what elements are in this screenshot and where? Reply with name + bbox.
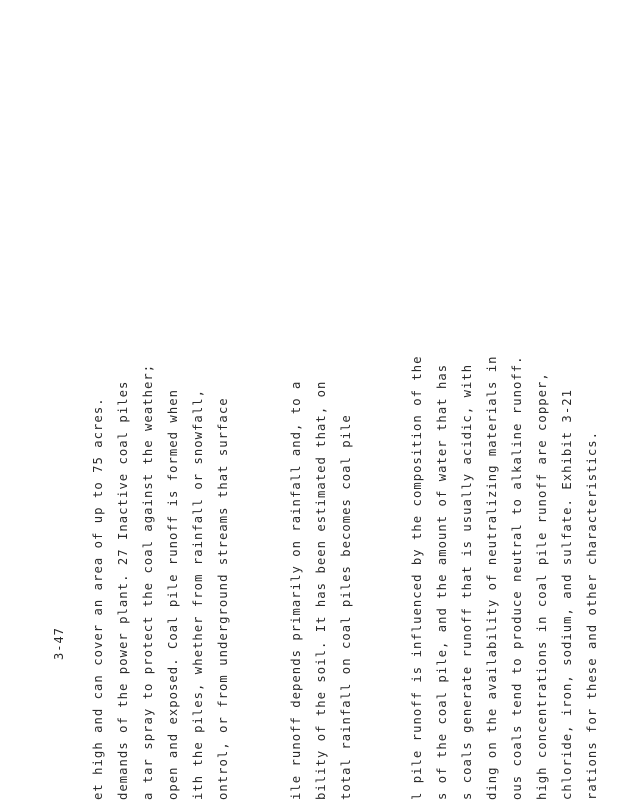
paragraph-3-line: ding on the availability of neutralizing materials in [485, 355, 499, 800]
paragraph-3-line: s coals generate runoff that is usually acidic, with [460, 363, 474, 800]
paragraph-3-line: l pile runoff is influenced by the composition of the [410, 355, 424, 800]
paragraph-2-line: bility of the soil. It has been estimated that, on [314, 380, 328, 800]
paragraph-1-line: demands of the power plant. 27 Inactive coal piles [116, 380, 130, 800]
paragraph-1-line: open and exposed. Coal pile runoff is formed when [166, 389, 180, 800]
paragraph-3-line: high concentrations in coal pile runoff are copper, [535, 372, 549, 800]
paragraph-2-line: ile runoff depends primarily on rainfall and, to a [289, 380, 303, 800]
paragraph-1-line: a tar spray to protect the coal against the weather; [141, 363, 155, 800]
paragraph-3-line: s of the coal pile, and the amount of water that has [435, 363, 449, 800]
paragraph-1-line: et high and can cover an area of up to 75 acres. [91, 397, 105, 800]
paragraph-2-line: total rainfall on coal piles becomes coal pile [339, 414, 353, 800]
paragraph-3-line: chloride, iron, sodium, and sulfate. Exhibit 3-21 [560, 389, 574, 800]
paragraph-1-line: ith the piles, whether from rainfall or snowfall, [191, 389, 205, 800]
page-number: 3-47 [52, 627, 66, 660]
paragraph-3-line: rations for these and other characteristics. [585, 430, 599, 800]
paragraph-1-line: ontrol, or from underground streams that surface [216, 397, 230, 800]
paragraph-3-line: ous coals tend to produce neutral to alkaline runoff. [510, 355, 524, 800]
